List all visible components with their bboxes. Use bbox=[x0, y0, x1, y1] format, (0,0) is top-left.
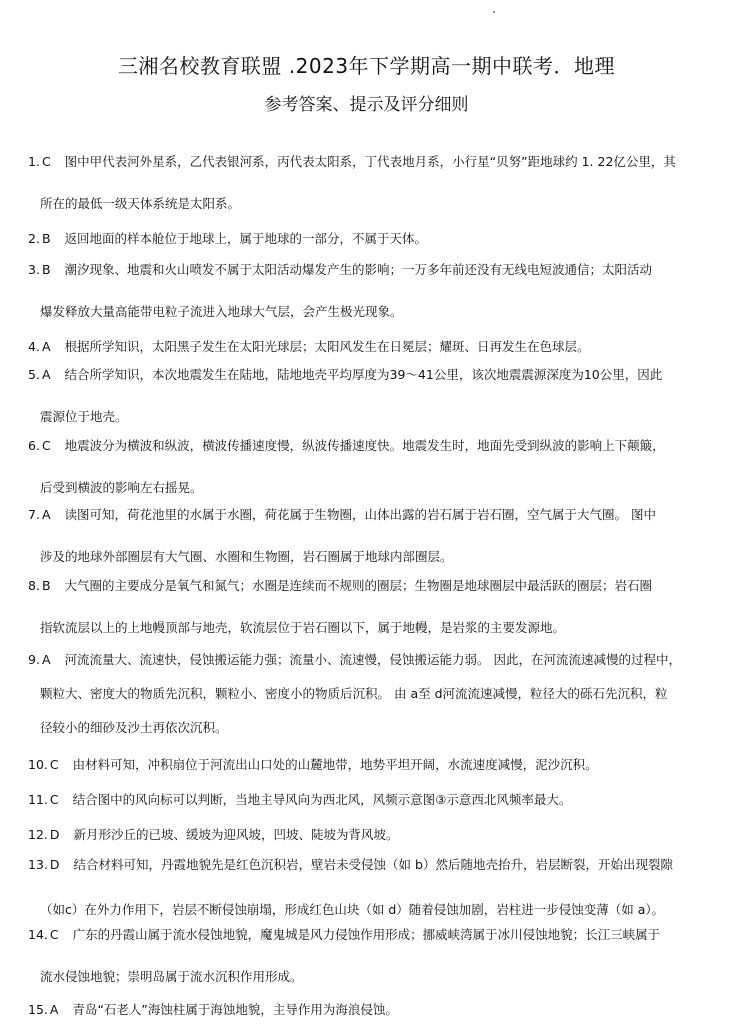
explanation-text: 大气圈的主要成分是氧气和氮气；水圈是连续而不规则的圈层；生物圈是地球圈层中最活跃的圈层；岩石圈 bbox=[64, 579, 653, 593]
answer-letter: C bbox=[41, 155, 51, 169]
question-number: 10. bbox=[28, 758, 48, 772]
answer-first-line bbox=[28, 263, 708, 277]
explanation-text: 读图可知，荷花池里的水属于水圈，荷花属于生物圈，山体出露的岩石属于岩石圈，空气属于大气圈。 图中 bbox=[64, 508, 656, 522]
answer-letter: C bbox=[49, 928, 59, 942]
question-number: 7. bbox=[28, 508, 40, 522]
answer-letter: B bbox=[41, 263, 51, 277]
answer-first-line bbox=[28, 828, 708, 842]
answer-first-line bbox=[28, 1003, 708, 1017]
question-number: 14. bbox=[28, 928, 48, 942]
explanation-text: 地震波分为横波和纵波，横波传播速度慢，纵波传播速度快。地震发生时，地面先受到纵波的影响上下颠簸， bbox=[64, 439, 665, 453]
explanation-text: 后受到横波的影响左右摇晃。 bbox=[40, 481, 203, 495]
question-number: 2. bbox=[28, 232, 40, 246]
answer-continuation-line bbox=[28, 410, 720, 424]
answer-continuation-line bbox=[28, 721, 720, 735]
answer-first-line bbox=[28, 653, 708, 667]
question-number: 9. bbox=[28, 653, 40, 667]
answer-letter: A bbox=[41, 368, 51, 382]
answer-letter: D bbox=[49, 828, 60, 842]
scan-speck bbox=[493, 11, 495, 13]
explanation-text: 震源位于地壳。 bbox=[40, 410, 128, 424]
explanation-text: 青岛“石老人”海蚀柱属于海蚀地貌，主导作用为海浪侵蚀。 bbox=[72, 1003, 398, 1017]
answer-first-line bbox=[28, 439, 708, 453]
answer-continuation-line bbox=[28, 903, 720, 917]
answer-first-line bbox=[28, 579, 708, 593]
question-number: 13. bbox=[28, 858, 48, 872]
page-subtitle: 参考答案、提示及评分细则 bbox=[264, 95, 469, 115]
explanation-text: 流水侵蚀地貌；崇明岛属于流水沉积作用形成。 bbox=[40, 970, 303, 984]
answer-letter: C bbox=[49, 758, 59, 772]
answer-first-line bbox=[28, 793, 708, 807]
answer-continuation-line bbox=[28, 197, 720, 211]
answer-letter: A bbox=[49, 1003, 59, 1017]
answer-first-line bbox=[28, 340, 708, 354]
explanation-text: 径较小的细砂及沙土再依次沉积。 bbox=[40, 721, 228, 735]
explanation-text: 图中甲代表河外星系，乙代表银河系，丙代表太阳系，丁代表地月系，小行星“贝努”距地球约 1. 22亿公里，其 bbox=[64, 155, 676, 169]
answer-continuation-line bbox=[28, 305, 720, 319]
question-number: 5. bbox=[28, 368, 40, 382]
explanation-text: 所在的最低一级天体系统是太阳系。 bbox=[40, 197, 241, 211]
explanation-text: 结合材料可知，丹霞地貌先是红色沉积岩，壁岩未受侵蚀（如 b）然后随地壳抬升，岩层断裂，开始出现裂隙 bbox=[73, 858, 673, 872]
answer-first-line bbox=[28, 368, 708, 382]
answer-continuation-line bbox=[28, 550, 720, 564]
answer-letter: A bbox=[41, 653, 51, 667]
question-number: 1. bbox=[28, 155, 40, 169]
answer-letter: A bbox=[41, 340, 51, 354]
page-title: 三湘名校教育联盟 .2023年下学期高一期中联考．地理 bbox=[117, 54, 616, 78]
explanation-text: 由材料可知，冲积扇位于河流出山口处的山麓地带，地势平坦开阔，水流速度减慢，泥沙沉积。 bbox=[72, 758, 598, 772]
explanation-text: 涉及的地球外部圈层有大气圈、水圈和生物圈，岩石圈属于地球内部圈层。 bbox=[40, 550, 453, 564]
answer-continuation-line bbox=[28, 970, 720, 984]
explanation-text: （如c）在外力作用下，岩层不断侵蚀崩塌，形成红色山块（如 d）随着侵蚀加剧，岩柱进一步侵蚀变薄（如 a）。 bbox=[40, 903, 665, 917]
question-number: 8. bbox=[28, 579, 40, 593]
answer-first-line bbox=[28, 928, 708, 942]
answer-continuation-line bbox=[28, 687, 720, 701]
explanation-text: 颗粒大、密度大的物质先沉积，颗粒小、密度小的物质后沉积。 由 a至 d河流流速减慢，粒径大的砾石先沉积，粒 bbox=[40, 687, 668, 701]
question-number: 6. bbox=[28, 439, 40, 453]
explanation-text: 河流流量大、流速快，侵蚀搬运能力强；流量小、流速慢，侵蚀搬运能力弱。 因此，在河流流速减慢的过程中， bbox=[64, 653, 681, 667]
answer-continuation-line bbox=[28, 621, 720, 635]
answer-letter: B bbox=[41, 579, 51, 593]
question-number: 4. bbox=[28, 340, 40, 354]
explanation-text: 潮汐现象、地震和火山喷发不属于太阳活动爆发产生的影响；一万多年前还没有无线电短波通信；太阳活动 bbox=[64, 263, 653, 277]
answer-continuation-line bbox=[28, 481, 720, 495]
answer-letter: C bbox=[49, 793, 59, 807]
answer-letter: C bbox=[41, 439, 51, 453]
answer-letter: B bbox=[41, 232, 51, 246]
explanation-text: 广东的丹霞山属于流水侵蚀地貌，魔鬼城是风力侵蚀作用形成；挪威峡湾属于冰川侵蚀地貌；长江三峡属于 bbox=[72, 928, 661, 942]
question-number: 3. bbox=[28, 263, 40, 277]
answer-first-line bbox=[28, 155, 708, 169]
answer-letter: D bbox=[49, 858, 60, 872]
explanation-text: 结合图中的风向标可以判断，当地主导风向为西北风，风频示意图③示意西北风频率最大。 bbox=[72, 793, 572, 807]
explanation-text: 新月形沙丘的已坡、缓坡为迎风坡，凹坡、陡坡为背风坡。 bbox=[73, 828, 399, 842]
question-number: 12. bbox=[28, 828, 48, 842]
question-number: 15. bbox=[28, 1003, 48, 1017]
explanation-text: 返回地面的样本舱位于地球上，属于地球的一部分，不属于天体。 bbox=[64, 232, 428, 246]
question-number: 11. bbox=[28, 793, 48, 807]
answer-first-line bbox=[28, 858, 708, 872]
answer-first-line bbox=[28, 758, 708, 772]
answer-first-line bbox=[28, 232, 708, 246]
explanation-text: 爆发释放大量高能带电粒子流进入地球大气层，会产生极光现象。 bbox=[40, 305, 403, 319]
answer-letter: A bbox=[41, 508, 51, 522]
explanation-text: 根据所学知识，太阳黑子发生在太阳光球层；太阳风发生在日冕层；耀斑、日再发生在色球层。 bbox=[64, 340, 590, 354]
explanation-text: 结合所学知识，本次地震发生在陆地，陆地地壳平均厚度为39～41公里，该次地震震源深度为10公里，因此 bbox=[64, 368, 663, 382]
explanation-text: 指软流层以上的上地幔顶部与地壳，软流层位于岩石圈以下，属于地幔，是岩浆的主要发源地。 bbox=[40, 621, 566, 635]
answer-first-line bbox=[28, 508, 708, 522]
